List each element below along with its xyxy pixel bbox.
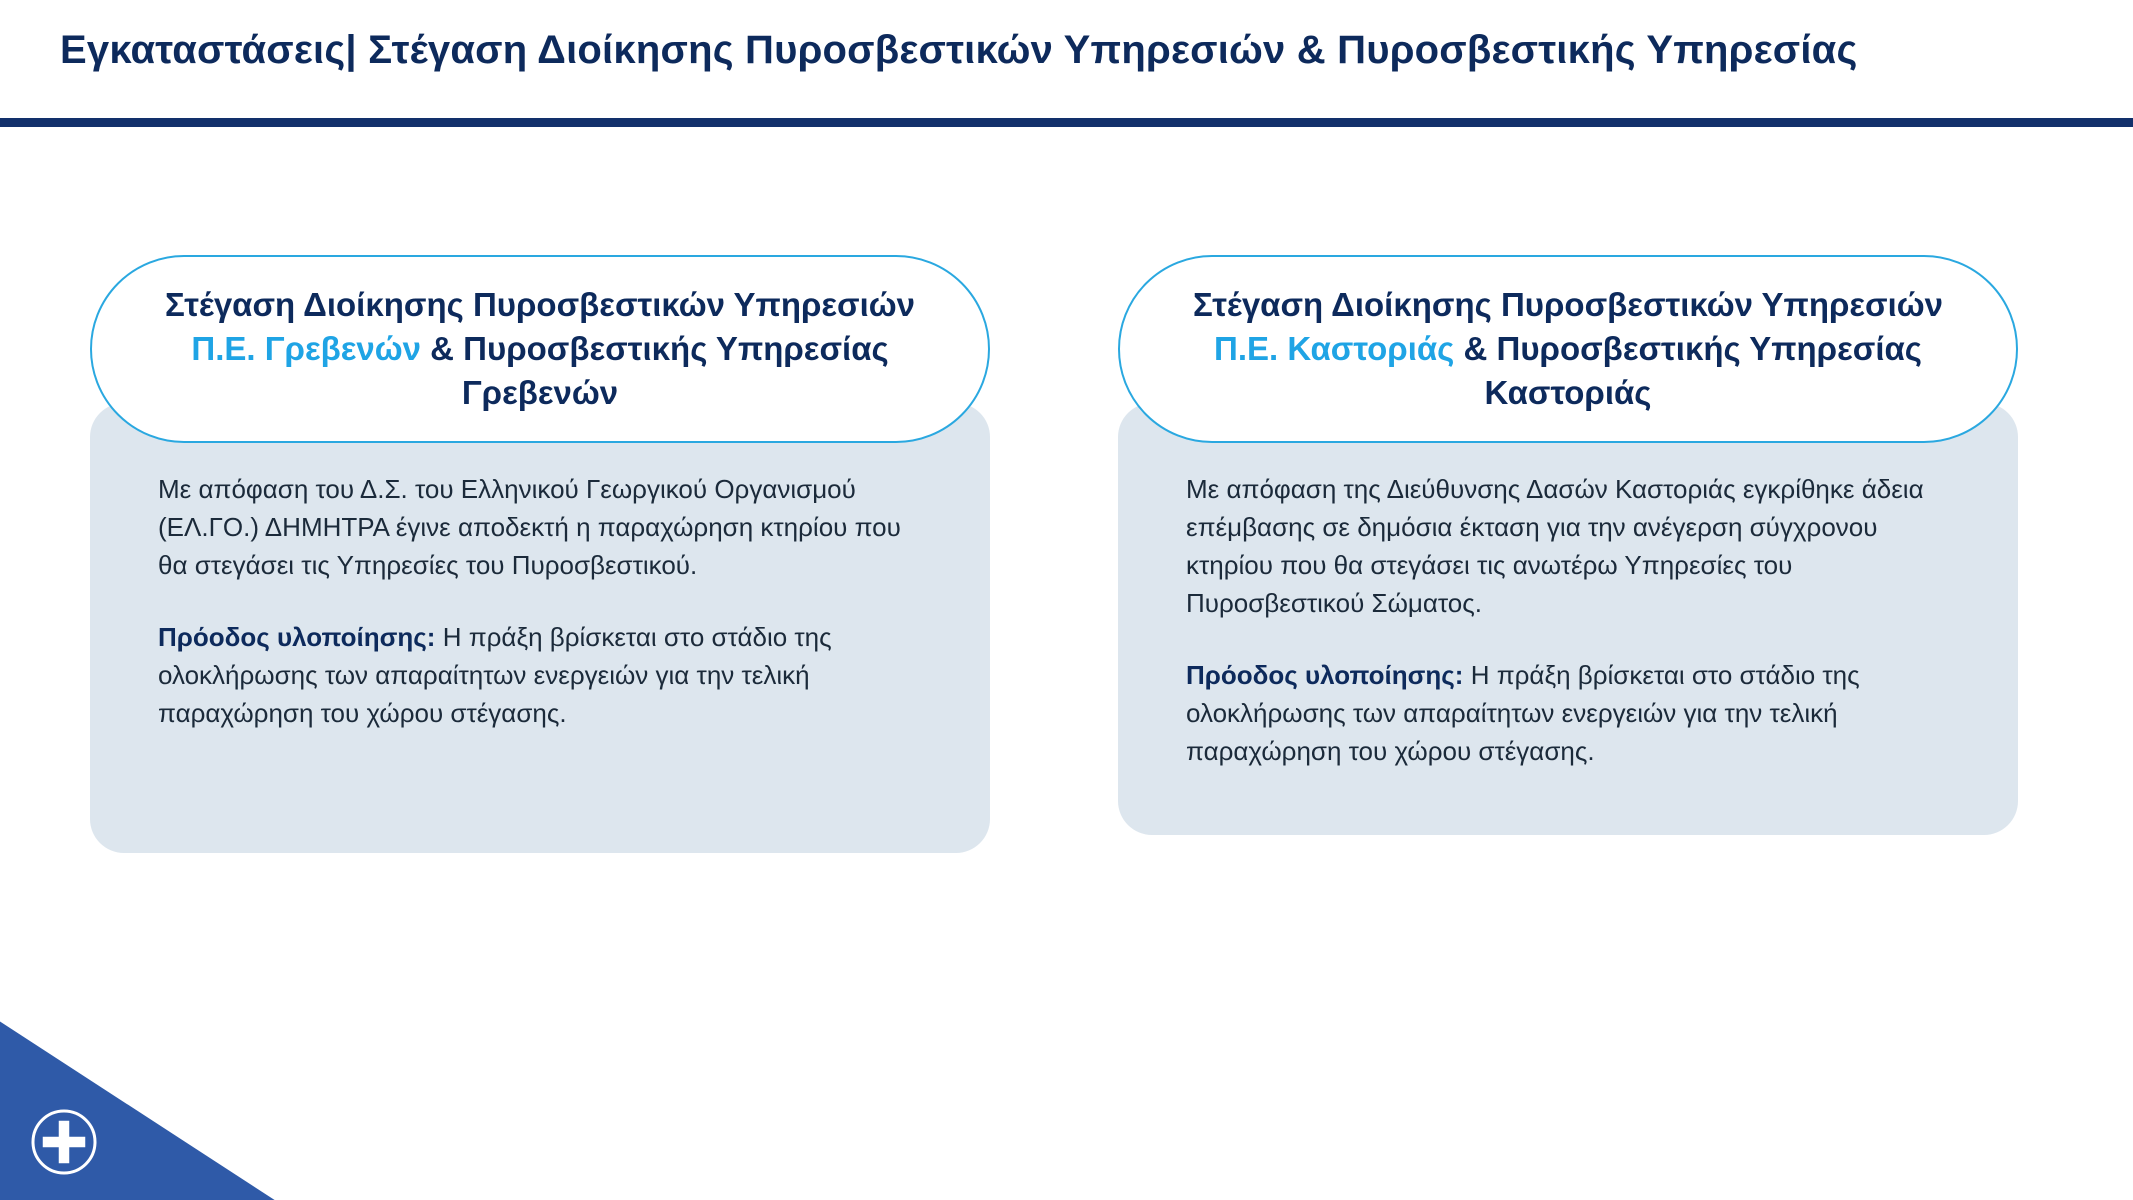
card-title-grevena [152, 283, 928, 416]
card-body-grevena [90, 403, 990, 853]
card-title-part2: & Πυροσβεστικής Υπηρεσίας Καστοριάς [1454, 329, 1922, 412]
card-grid [0, 255, 2133, 935]
card-title-highlight: Π.Ε. Καστοριάς [1214, 329, 1455, 367]
card-title-part1: Στέγαση Διοίκησης Πυροσβεστικών Υπηρεσιών [1192, 285, 1944, 323]
progress-text: Η πράξη βρίσκεται στο στάδιο της ολοκλήρωσης των απαραίτητων ενεργειών για την τελική παραχώρηση του χώρου στέγασης. [158, 621, 832, 728]
page-title: Εγκαταστάσεις| Στέγαση Διοίκησης Πυροσβεστικών Υπηρεσιών & Πυροσβεστικής Υπηρεσίας [60, 28, 1858, 72]
card-title-part2: & Πυροσβεστικής Υπηρεσίας Γρεβενών [421, 329, 889, 412]
slide-header [0, 0, 2133, 126]
card-header-kastoria [1118, 255, 2018, 443]
card-title-kastoria [1180, 283, 1956, 416]
card-body-kastoria [1118, 403, 2018, 835]
hellenic-republic-emblem-icon [28, 1106, 100, 1178]
card-header-grevena [90, 255, 990, 443]
card-paragraph-progress [158, 619, 932, 733]
card-paragraph-description: Με απόφαση της Διεύθυνσης Δασών Καστοριάς εγκρίθηκε άδεια επέμβασης σε δημόσια έκταση για την ανέγερση σύγχρονου κτηρίου που θα στεγάσει τις ανωτέρω Υπηρεσίες του Πυροσβεστικού Σώματος. [1186, 474, 1924, 618]
progress-label: Πρόοδος υλοποίησης: [158, 621, 436, 652]
title-divider [0, 118, 2133, 127]
card-paragraph-description: Με απόφαση του Δ.Σ. του Ελληνικού Γεωργικού Οργανισμού (ΕΛ.ΓΟ.) ΔΗΜΗΤΡΑ έγινε αποδεκτή η παραχώρηση κτηρίου που θα στεγάσει τις Υπηρεσίες του Πυροσβεστικού. [158, 474, 901, 580]
footer-corner-decoration [0, 1000, 300, 1200]
card-title-highlight: Π.Ε. Γρεβενών [191, 329, 422, 367]
card-kastoria [1118, 255, 2018, 835]
card-paragraph-progress [1186, 657, 1960, 771]
card-title-part1: Στέγαση Διοίκησης Πυροσβεστικών Υπηρεσιών [164, 285, 916, 323]
card-grevena [90, 255, 990, 853]
progress-label: Πρόοδος υλοποίησης: [1186, 659, 1464, 690]
progress-text: Η πράξη βρίσκεται στο στάδιο της ολοκλήρωσης των απαραίτητων ενεργειών για την τελική παραχώρηση του χώρου στέγασης. [1186, 659, 1860, 766]
